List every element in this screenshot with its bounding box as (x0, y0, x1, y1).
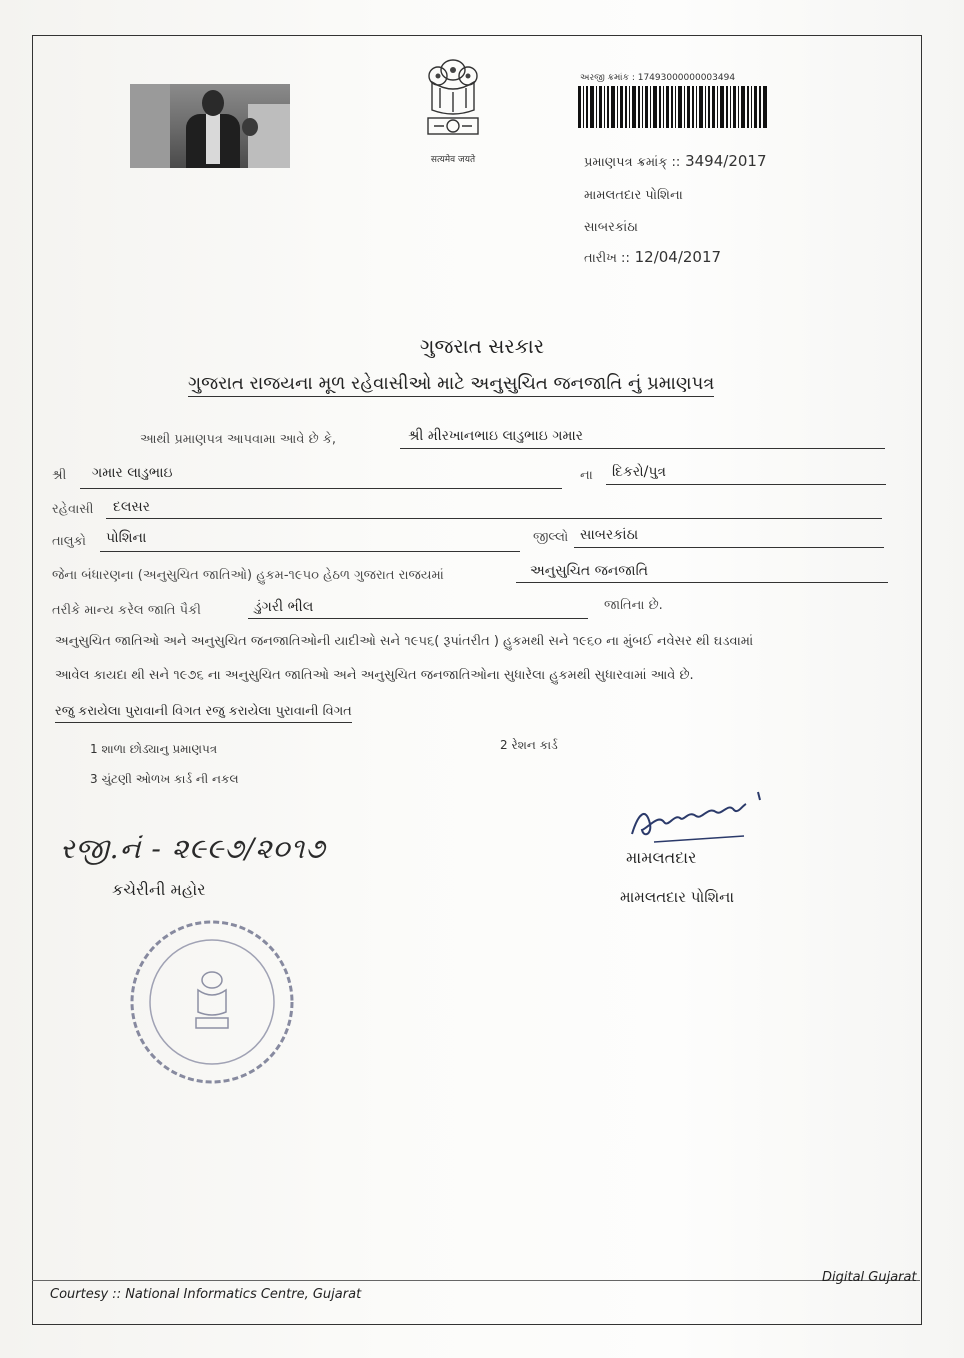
issue-date: તારીખ :: 12/04/2017 (584, 248, 722, 266)
na-label: ના (580, 468, 593, 483)
shri-label: શ્રી (52, 468, 67, 483)
recognized-label: તરીકે માન્ય કરેલ જાતિ પૈકી (52, 603, 201, 618)
taluka: પોશિના (106, 530, 147, 546)
applicant-photo (130, 84, 290, 168)
footer-divider (32, 1280, 920, 1281)
application-number: અરજી ક્રમાંક : 17493000000003494 (580, 73, 736, 83)
certificate-title: ગુજરાત રાજયના મૂળ રહેવાસીઓ માટે અનુસુચિત જનજાતિ નું પ્રમાણપત્ર (188, 373, 714, 397)
office-seal-stamp (122, 912, 302, 1092)
village-underline (106, 518, 882, 519)
footer-courtesy: Courtesy :: National Informatics Centre, Gujarat (50, 1287, 362, 1302)
signatory-office: મામલતદાર પોશિના (620, 888, 735, 906)
caste: ડુંગરી ભીલ (254, 599, 314, 615)
office-seal-label: કચેરીની મહોર (112, 880, 206, 899)
issuing-office: મામલતદાર પોશિના (584, 188, 683, 203)
taluka-label: તાલુકો (52, 534, 87, 549)
category: અનુસુચિત જનજાતિ (530, 563, 649, 579)
documents-heading: રજુ કરાયેલા પુરાવાની વિગત રજુ કરાયેલા પુરાવાની વિગત (55, 704, 352, 723)
district-label: જીલ્લો (533, 530, 569, 545)
taluka-underline (100, 551, 520, 552)
relation: દિકરો/પુત્ર (612, 464, 667, 480)
legal-paragraph-line2: આવેલ કાયદા થી સને ૧૯૭૬ ના અનુસુચિત જાતિઓ અને અનુસુચિત જનજાતિઓના સુધારેલા હુકમથી સુધારવામાં આવે છે. (55, 668, 694, 683)
document-item: 3 ચુંટણી ઓળખ કાર્ડ ની નકલ (90, 772, 239, 786)
footer-brand: Digital Gujarat (822, 1270, 917, 1285)
document-item: 1 શાળા છોડ્યાનુ પ્રમાણપત્ર (90, 742, 218, 756)
document-item: 2 રેશન કાર્ડ (500, 738, 558, 752)
category-underline (516, 582, 888, 583)
district: સાબરકાંઠા (580, 527, 639, 543)
father-underline (80, 488, 562, 489)
header-district: સાબરકાંઠા (584, 220, 638, 235)
father-name: ગમાર લાડુભાઇ (92, 465, 173, 481)
holder-name: શ્રી મીરખાનભાઇ લાડુભાઇ ગમાર (408, 428, 583, 444)
government-title: ગુજરાત સરકાર (419, 334, 545, 358)
district-underline (574, 547, 884, 548)
signatory-title: મામલતદાર (626, 848, 697, 867)
national-emblem-icon (418, 52, 488, 152)
name-underline (400, 448, 885, 449)
caste-suffix: જાતિના છે. (604, 598, 663, 613)
relation-underline (606, 484, 886, 485)
certificate-number: પ્રમાણપત્ર ક્રમાંક્ :: 3494/2017 (584, 152, 767, 170)
handwritten-registration: રજી.નં - ૨૯૯૭/૨૦૧૭ (60, 832, 326, 865)
village: દલસર (113, 499, 150, 515)
caste-underline (248, 618, 588, 619)
emblem-motto: सत्यमेव जयते (430, 155, 476, 165)
order-label: જેના બંધારણના (અનુસુચિત જાતિઓ) હુકમ-૧૯૫૦ હેઠળ ગુજરાત રાજયમાં (52, 568, 444, 583)
officer-signature (624, 784, 774, 848)
resident-label: રહેવાસી (52, 502, 94, 517)
legal-paragraph-line1: અનુસુચિત જાતિઓ અને અનુસુચિત જનજાતિઓની યાદીઓ સને ૧૯૫૬( રૂપાંતરીત ) હુકમથી સને ૧૯૬૦ ના મુંબઈ નવેસર થી ઘડવામાં (55, 634, 754, 649)
barcode (578, 86, 768, 128)
intro-label: આથી પ્રમાણપત્ર આપવામા આવે છે કે, (140, 432, 337, 447)
